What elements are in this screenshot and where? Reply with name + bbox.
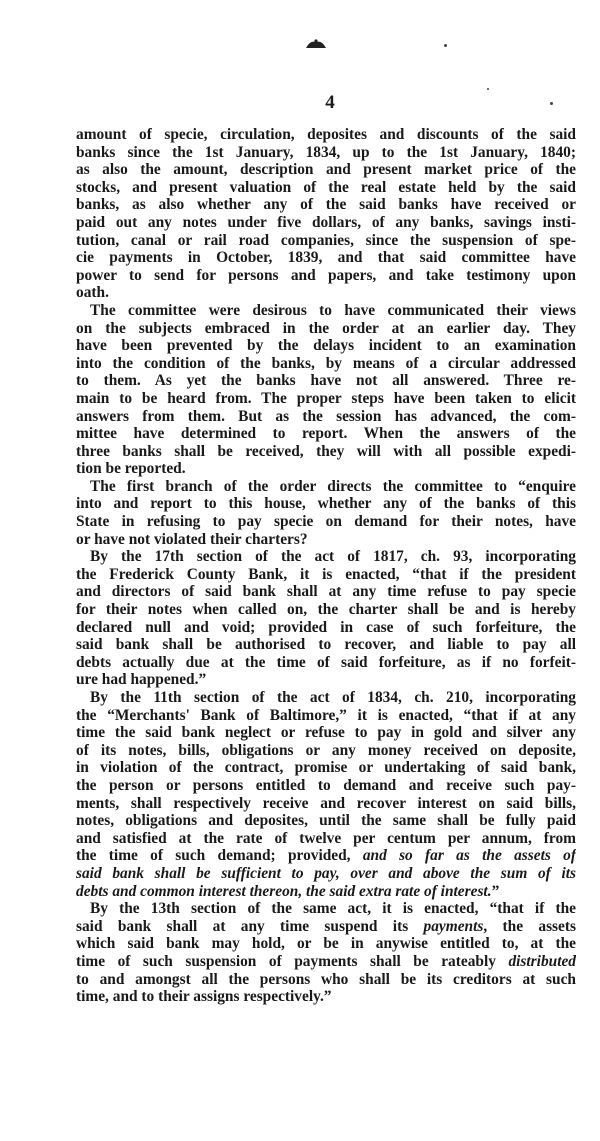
text-line-after: , the assets xyxy=(483,917,576,935)
text-line-main: and directors of said bank shall at any time refuse to pay specie xyxy=(76,583,576,601)
text-line xyxy=(76,777,576,795)
text-line-main: which said bank may hold, or be in anywise entitled to, at the xyxy=(76,935,576,953)
text-line xyxy=(76,601,576,619)
text-line-main: as also the amount, description and present market price of the xyxy=(76,161,576,179)
text-line xyxy=(76,847,576,865)
text-line-main: or have not violated their charters? xyxy=(76,530,308,548)
text-line-after: ” xyxy=(491,882,500,900)
text-line xyxy=(76,320,576,338)
text-line xyxy=(76,918,576,936)
text-line-italic: debts and common interest thereon, the said extra rate of interest. xyxy=(76,882,492,900)
text-line xyxy=(76,566,576,584)
text-line-main: By the 13th section of the same act, it is enacted, “that if the xyxy=(90,900,576,918)
text-line xyxy=(76,548,576,566)
text-line xyxy=(76,478,576,496)
text-line-main: to them. As yet the banks have not all answered. Three re- xyxy=(76,372,576,390)
text-line xyxy=(76,883,576,901)
text-line xyxy=(76,460,576,478)
text-line xyxy=(76,390,576,408)
text-line xyxy=(76,830,576,848)
text-line-main: The first branch of the order directs the committee to “enquire xyxy=(90,477,576,495)
text-line xyxy=(76,425,576,443)
text-line xyxy=(76,408,576,426)
text-line xyxy=(76,619,576,637)
text-line-main: to and amongst all the persons who shall be its creditors at such xyxy=(76,970,576,988)
text-line xyxy=(76,372,576,390)
text-line xyxy=(76,144,576,162)
text-line-main: ments, shall respectively receive and recover interest on said bills, xyxy=(76,794,576,812)
text-line xyxy=(76,953,576,971)
text-line xyxy=(76,900,576,918)
text-line-main: said bank shall at any time suspend its xyxy=(76,917,424,935)
text-line-main: have been prevented by the delays incident to an examination xyxy=(76,337,576,355)
text-line-main: banks since the 1st January, 1834, up to the 1st January, 1840; xyxy=(76,143,576,161)
text-line-main: tution, canal or rail road companies, since the suspension of spe- xyxy=(76,231,576,249)
text-line xyxy=(76,337,576,355)
text-line xyxy=(76,742,576,760)
text-line xyxy=(76,988,576,1006)
text-line-main: paid out any notes under five dollars, of any banks, savings insti- xyxy=(76,213,576,231)
text-line-main: notes, obligations and deposites, until the same shall be fully paid xyxy=(76,812,576,830)
text-line-main: said bank shall be authorised to recover, and liable to pay all xyxy=(76,636,576,654)
text-line-main: in violation of the contract, promise or undertaking of said bank, xyxy=(76,759,576,777)
text-line xyxy=(76,249,576,267)
text-line-main: time the said bank neglect or refuse to pay in gold and silver any xyxy=(76,724,576,742)
text-line xyxy=(76,196,576,214)
text-line-main: the time of such demand; provided, xyxy=(76,847,363,865)
text-line-main: on the subjects embraced in the order at an earlier day. They xyxy=(76,319,576,337)
text-line-main: the “Merchants' Bank of Baltimore,” it is enacted, “that if at any xyxy=(76,706,576,724)
text-line xyxy=(76,724,576,742)
text-line xyxy=(76,302,576,320)
text-line-main: the person or persons entitled to demand and receive such pay- xyxy=(76,776,576,794)
text-line xyxy=(76,232,576,250)
text-line xyxy=(76,179,576,197)
text-line-main: time of such suspension of payments shall be rateably xyxy=(76,952,509,970)
text-line xyxy=(76,971,576,989)
text-line-main: By the 17th section of the act of 1817, ch. 93, incorporating xyxy=(90,548,576,566)
text-line xyxy=(76,513,576,531)
text-line-main: The committee were desirous to have communicated their views xyxy=(90,301,576,319)
text-line xyxy=(76,355,576,373)
text-line-italic: and so far as the assets of xyxy=(362,847,576,865)
text-line-main: main to be heard from. The proper steps have been taken to elicit xyxy=(76,389,576,407)
text-line xyxy=(76,443,576,461)
ink-speck xyxy=(444,44,447,47)
text-line xyxy=(76,689,576,707)
text-line xyxy=(76,671,576,689)
text-line-main: answers from them. But as the session has advanced, the com- xyxy=(76,407,576,425)
text-line-main: time, and to their assigns respectively.” xyxy=(76,988,332,1006)
text-line xyxy=(76,214,576,232)
page-number: 4 xyxy=(325,92,335,113)
text-line-italic: distributed xyxy=(508,952,576,970)
text-line xyxy=(76,126,576,144)
text-line-main: By the 11th section of the act of 1834, ch. 210, incorporating xyxy=(90,689,576,706)
text-line-main: stocks, and present valuation of the real estate held by the said xyxy=(76,178,576,196)
text-line-main: of its notes, bills, obligations or any money received on deposite, xyxy=(76,741,576,759)
text-line xyxy=(76,583,576,601)
text-line-main: cie payments in October, 1839, and that said committee have xyxy=(76,249,576,267)
body-text xyxy=(76,126,576,1006)
text-line xyxy=(76,795,576,813)
text-line xyxy=(76,284,576,302)
text-line-italic: payments xyxy=(423,917,484,935)
text-line-main: into and report to this house, whether any of the banks of this xyxy=(76,495,576,513)
text-line xyxy=(76,495,576,513)
text-line-main: three banks shall be received, they will with all possible expedi- xyxy=(76,442,576,460)
text-line-main: into the condition of the banks, by means of a circular addressed xyxy=(76,354,576,372)
text-line-main: oath. xyxy=(76,284,109,302)
text-line-main: banks, as also whether any of the said banks have received or xyxy=(76,196,576,214)
text-line xyxy=(76,267,576,285)
text-line-main: and satisfied at the rate of twelve per centum per annum, from xyxy=(76,829,576,847)
text-line xyxy=(76,812,576,830)
text-line xyxy=(76,865,576,883)
ink-speck xyxy=(487,88,489,90)
text-line-main: amount of specie, circulation, deposites and discounts of the said xyxy=(76,126,576,143)
text-line-main: tion be reported. xyxy=(76,460,186,478)
text-line-main: power to send for persons and papers, and take testimony upon xyxy=(76,266,576,284)
text-line-main: mittee have determined to report. When the answers of the xyxy=(76,425,576,443)
text-line-main: for their notes when called on, the charter shall be and is hereby xyxy=(76,601,576,619)
text-line xyxy=(76,935,576,953)
text-line xyxy=(76,161,576,179)
text-line xyxy=(76,654,576,672)
text-line-italic: said bank shall be sufficient to pay, over and above the sum of its xyxy=(76,864,576,882)
text-line-main: State in refusing to pay specie on demand for their notes, have xyxy=(76,513,576,531)
text-line xyxy=(76,531,576,549)
text-line-main: ure had happened.” xyxy=(76,671,207,689)
text-line xyxy=(76,759,576,777)
text-line xyxy=(76,636,576,654)
text-line-main: the Frederick County Bank, it is enacted, “that if the president xyxy=(76,565,576,583)
text-line-main: declared null and void; provided in case of such forfeiture, the xyxy=(76,618,576,636)
text-line-main: debts actually due at the time of said forfeiture, as if no forfeit- xyxy=(76,653,576,671)
printer-ornament xyxy=(304,38,328,50)
text-line xyxy=(76,707,576,725)
